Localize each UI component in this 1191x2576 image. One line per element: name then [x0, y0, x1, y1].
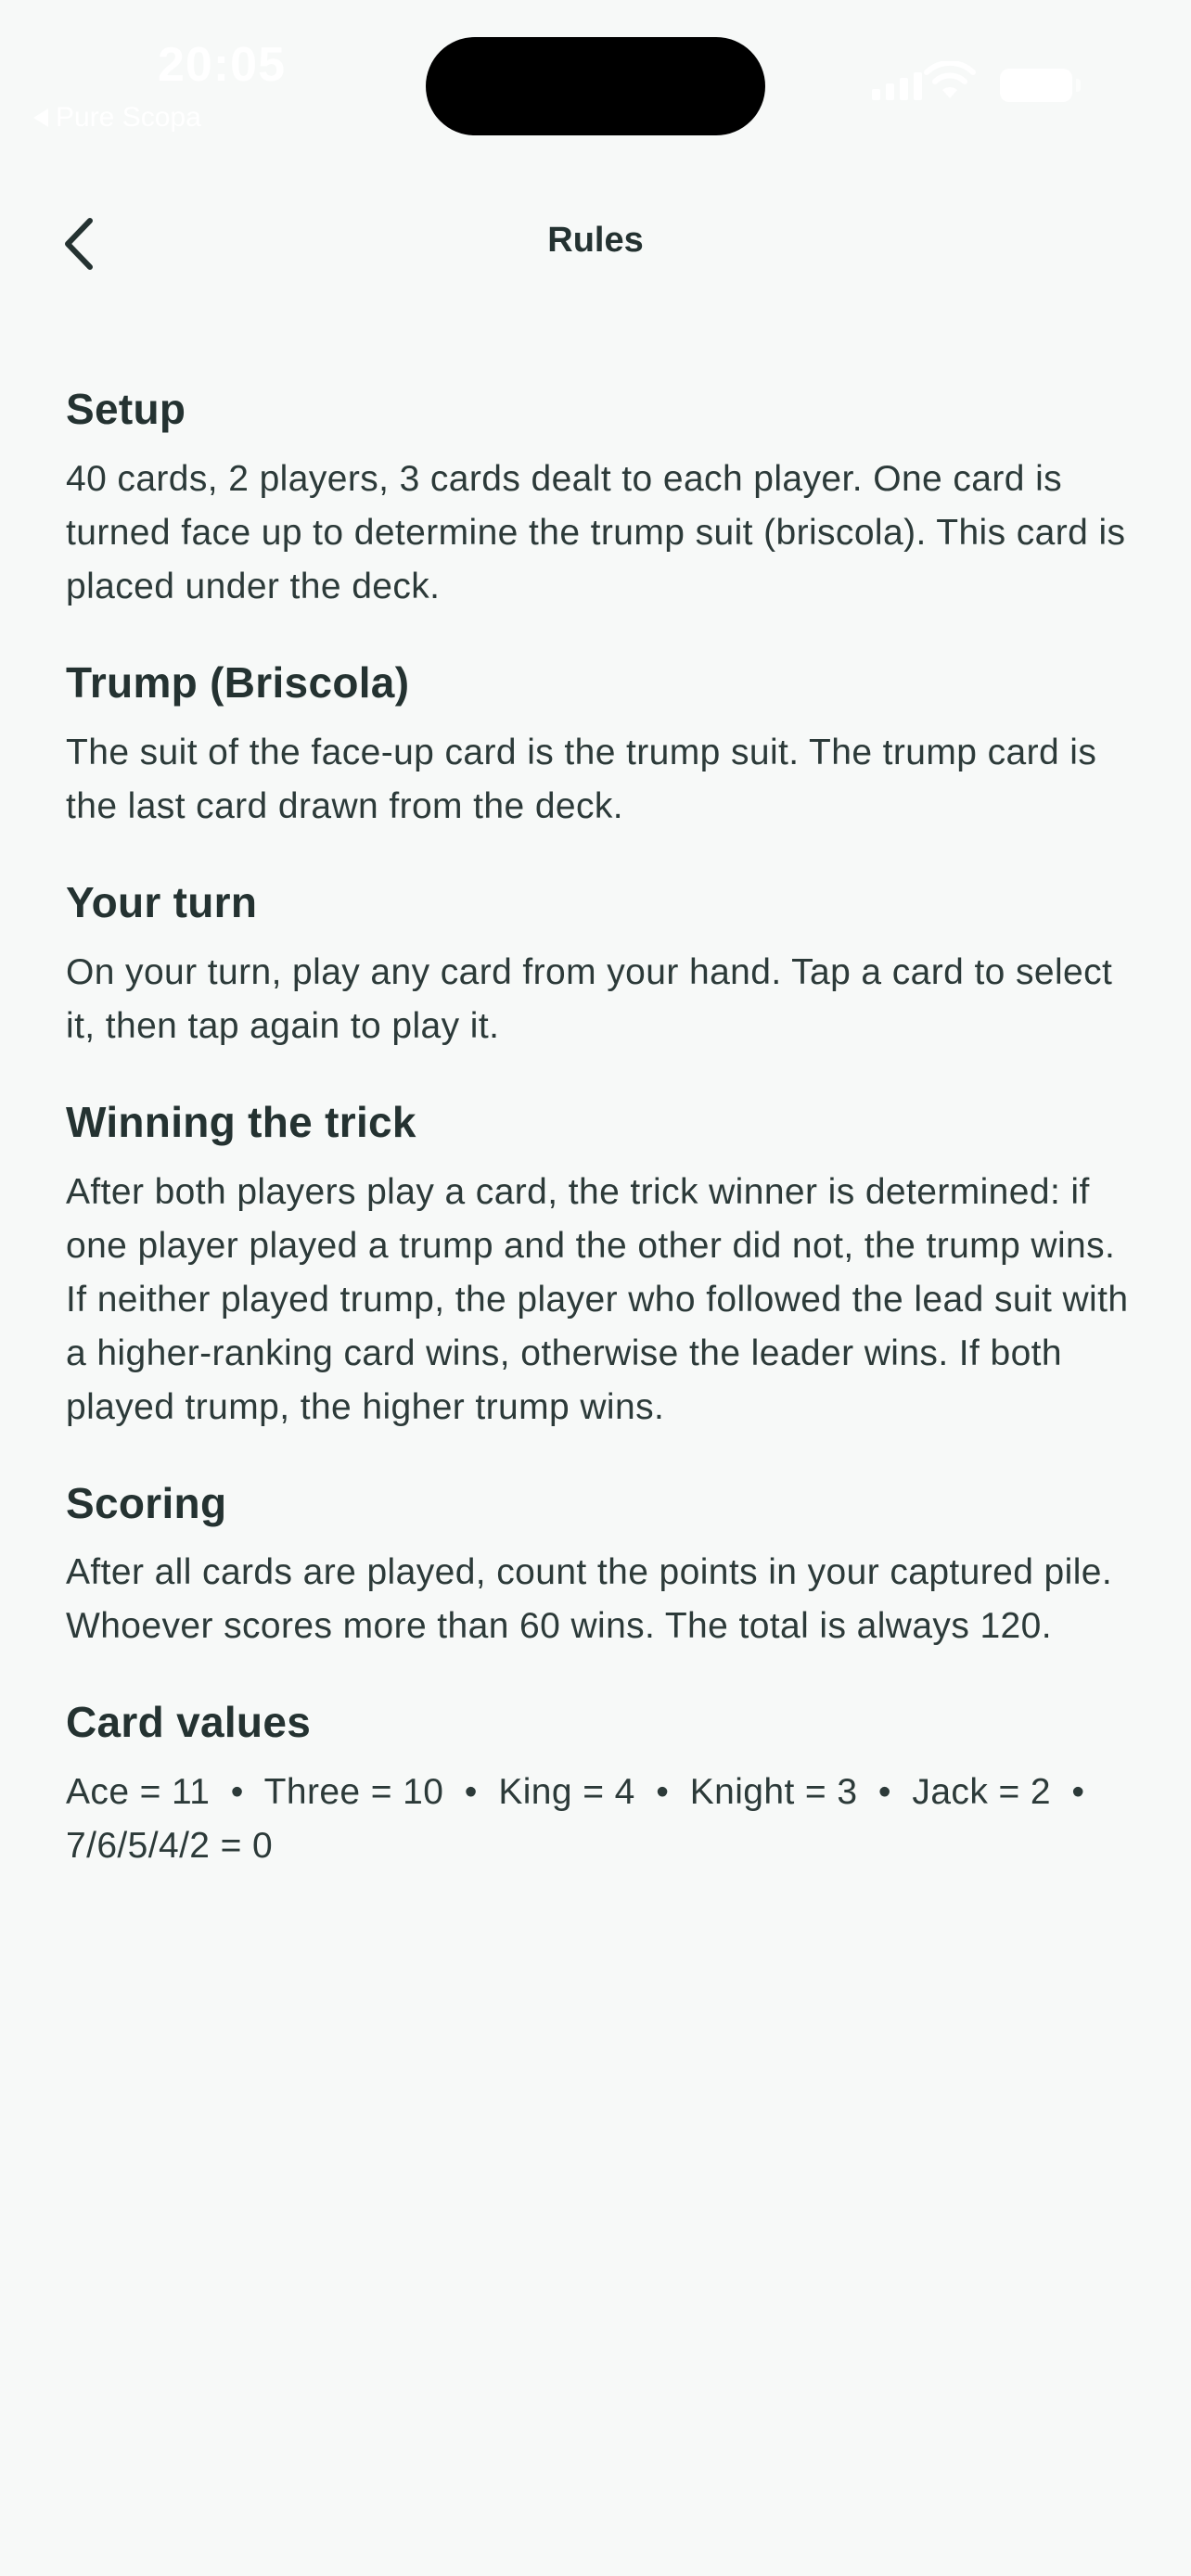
section-heading: Trump (Briscola) — [66, 657, 410, 707]
back-to-app-label: Pure Scopa — [56, 102, 201, 133]
section-heading: Setup — [66, 385, 186, 433]
navigation-bar — [0, 185, 1191, 300]
rules-content — [66, 385, 1133, 1918]
wifi-icon — [922, 61, 978, 102]
section-heading: Your turn — [66, 877, 258, 926]
section-card-values — [66, 1698, 1133, 1873]
section-heading: Winning the trick — [66, 1097, 416, 1146]
back-to-app-link[interactable] — [33, 102, 201, 134]
section-body: Ace = 11 • Three = 10 • King = 4 • Knight = 3 • Jack = 2 • 7/6/5/4/2 = 0 — [66, 1772, 1106, 1867]
section-body: The suit of the face-up card is the trump suit. The trump card is the last card drawn from the deck. — [66, 732, 1097, 826]
section-scoring — [66, 1479, 1133, 1654]
section-body: 40 cards, 2 players, 3 cards dealt to each player. One card is turned face up to determine the trump suit (briscola). This card is placed under the deck. — [66, 458, 1126, 606]
section-trump — [66, 658, 1133, 834]
status-time: 20:05 — [158, 38, 286, 92]
dynamic-island — [426, 37, 765, 135]
section-setup — [66, 385, 1133, 614]
section-heading: Card values — [66, 1698, 312, 1747]
page-title: Rules — [547, 221, 644, 260]
back-triangle-icon — [33, 108, 48, 127]
section-body: After all cards are played, count the points in your captured pile. Whoever scores more than 60 wins. The total is always 120. — [66, 1552, 1113, 1647]
section-your-turn — [66, 878, 1133, 1053]
battery-cap — [1076, 79, 1081, 92]
section-body: After both players play a card, the trick winner is determined: if one player played a trump and the other did not, the trump wins. If neither played trump, the player who followed the lead suit with a higher-ranking card wins, otherwise the leader wins. If both played trump, the higher trump wins. — [66, 1171, 1129, 1427]
status-bar — [0, 0, 1191, 148]
cellular-signal-icon — [872, 72, 922, 100]
section-winning-the-trick — [66, 1098, 1133, 1435]
section-body: On your turn, play any card from your hand. Tap a card to select it, then tap again to play it. — [66, 951, 1113, 1046]
battery-icon — [1000, 69, 1072, 102]
section-heading: Scoring — [66, 1478, 227, 1527]
